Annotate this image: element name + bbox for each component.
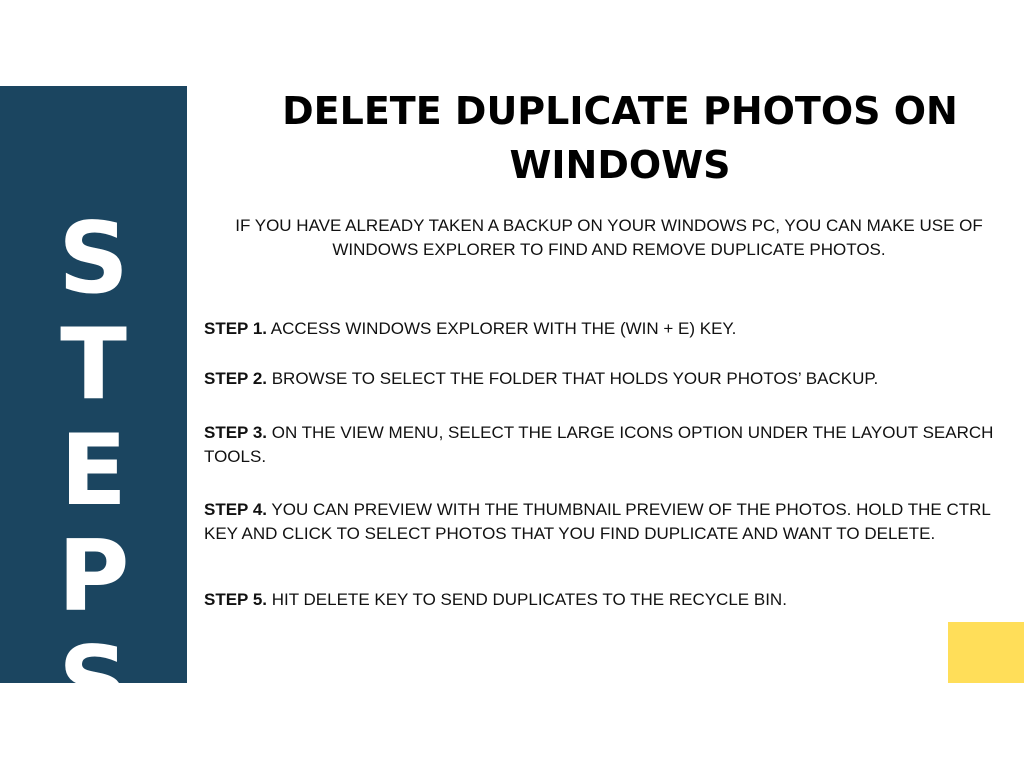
step-label: STEP 1. [204, 319, 267, 338]
step-text: YOU CAN PREVIEW WITH THE THUMBNAIL PREVIEW OF THE PHOTOS. HOLD THE CTRL KEY AND CLICK TO SELECT PHOTOS THAT YOU FIND DUPLICATE AND WANT TO DELETE. [204, 500, 991, 543]
step-label: STEP 4. [204, 500, 267, 519]
step-3 [204, 421, 994, 469]
vertical-letter: S [58, 626, 129, 740]
vertical-letter: T [60, 308, 127, 422]
step-2 [204, 367, 994, 391]
vertical-letter: S [58, 202, 129, 316]
side-panel [0, 86, 187, 740]
step-text: BROWSE TO SELECT THE FOLDER THAT HOLDS YOUR PHOTOS’ BACKUP. [267, 369, 879, 388]
steps-vertical-word [0, 202, 187, 740]
step-4 [204, 498, 994, 546]
step-text: ON THE VIEW MENU, SELECT THE LARGE ICONS OPTION UNDER THE LAYOUT SEARCH TOOLS. [204, 423, 994, 466]
vertical-letter: P [57, 520, 130, 634]
vertical-letter: E [60, 414, 127, 528]
step-label: STEP 5. [204, 590, 267, 609]
step-text: HIT DELETE KEY TO SEND DUPLICATES TO THE RECYCLE BIN. [267, 590, 787, 609]
step-1 [204, 317, 994, 341]
step-text: ACCESS WINDOWS EXPLORER WITH THE (WIN + E) KEY. [267, 319, 737, 338]
step-label: STEP 2. [204, 369, 267, 388]
step-label: STEP 3. [204, 423, 267, 442]
step-5 [204, 588, 994, 612]
intro-paragraph: IF YOU HAVE ALREADY TAKEN A BACKUP ON YOUR WINDOWS PC, YOU CAN MAKE USE OF WINDOWS EXPLORER TO FIND AND REMOVE DUPLICATE PHOTOS. [235, 216, 983, 259]
accent-block [948, 622, 1024, 683]
page-title: DELETE DUPLICATE PHOTOS ON WINDOWS [282, 89, 958, 187]
